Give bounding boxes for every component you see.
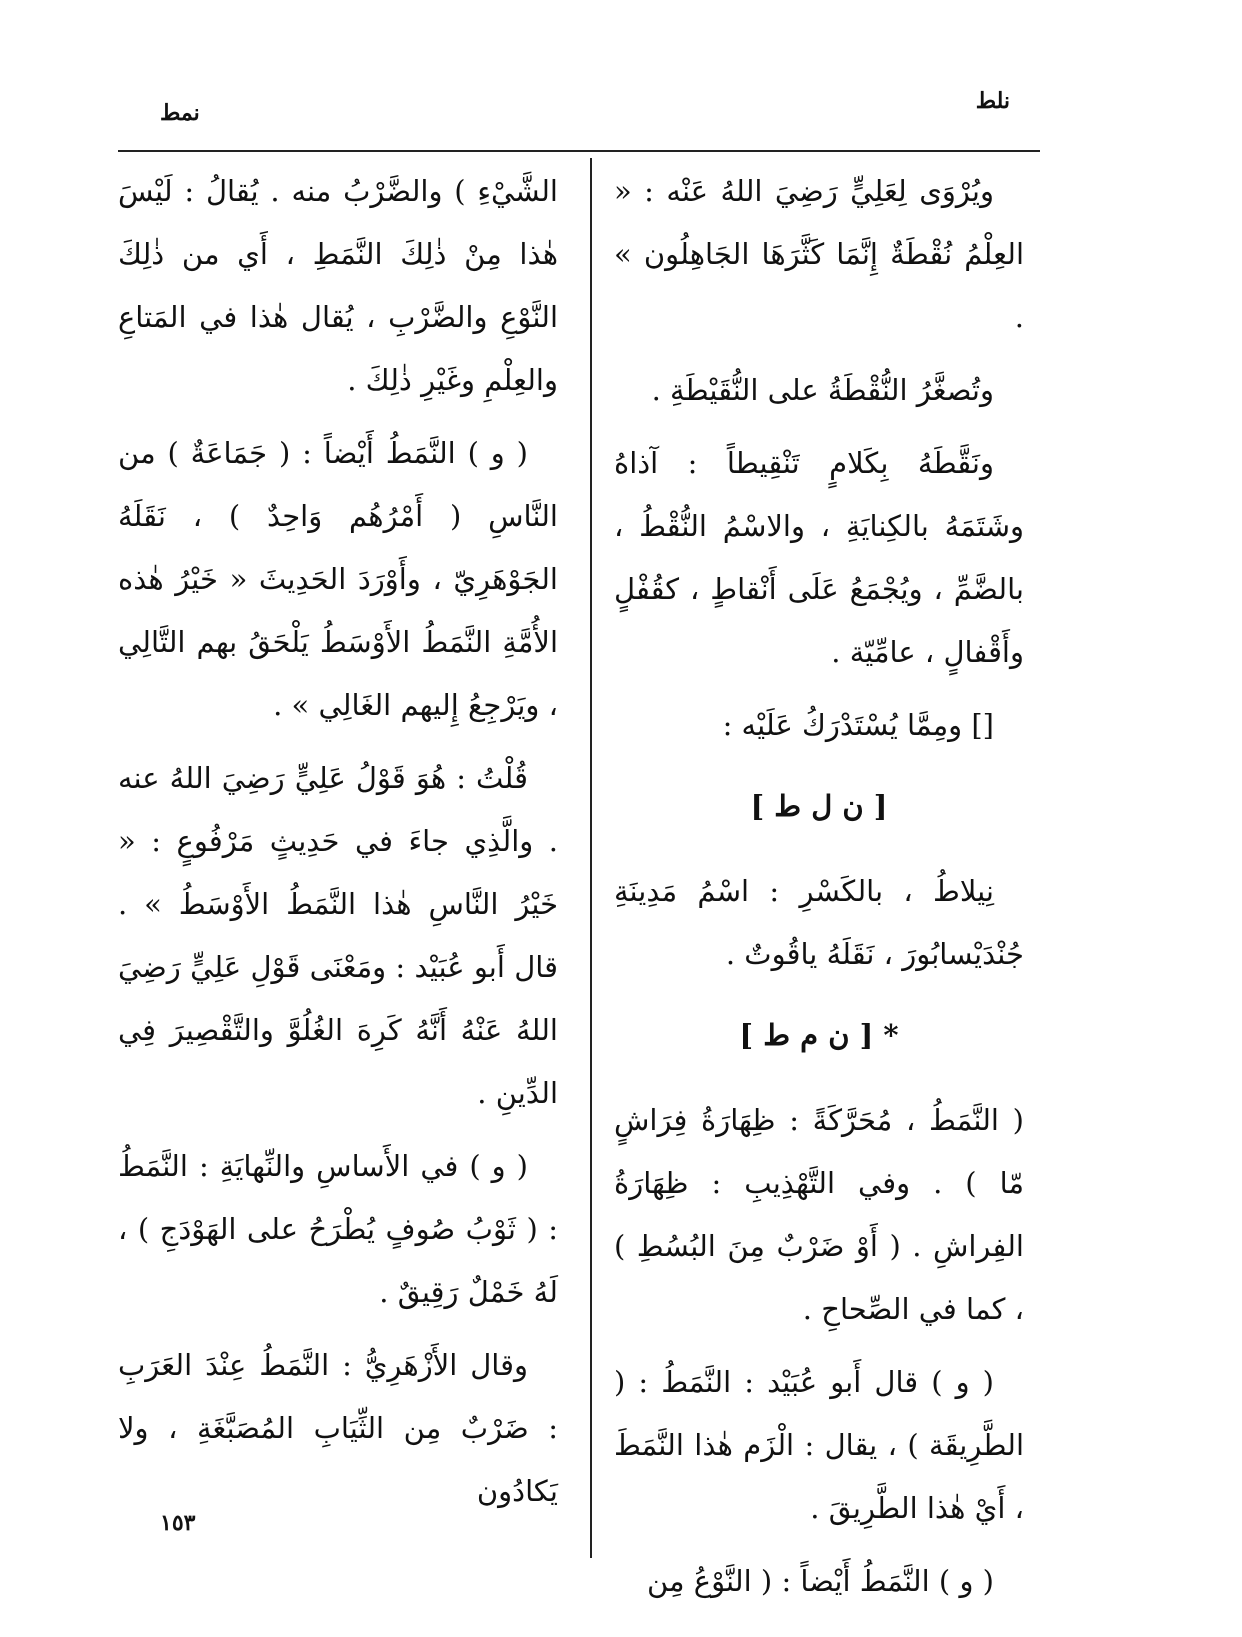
left-paragraph-1: الشَّيْءِ ) والضَّرْبُ منه . يُقالُ : لَيْسَ هٰذا مِنْ ذٰلِكَ النَّمَطِ ، أَي من ذٰلِكَ النَّوْعِ والضَّرْبِ ، يُقال هٰذا في المَتاعِ والعِلْمِ وغَيْرِ ذٰلِكَ . bbox=[118, 174, 558, 397]
header-rule bbox=[118, 150, 1040, 152]
left-column bbox=[118, 160, 558, 1533]
left-paragraph-3: قُلْتُ : هُوَ قَوْلُ عَلِيٍّ رَضِيَ اللهُ عنه . والَّذِي جاءَ في حَدِيثٍ مَرْفُوعٍ : « خَيْرُ النَّاسِ هٰذا النَّمَطُ الأَوْسَطُ » . قال أَبو عُبَيْد : ومَعْنَى قَوْلِ عَلِيٍّ رَضِيَ اللهُ عَنْهُ أَنَّهُ كَرِهَ الغُلُوَّ والتَّقْصِيرَ فِي الدِّينِ . bbox=[118, 761, 558, 1110]
left-paragraph-2: ( و ) النَّمَطُ أَيْضاً : ( جَمَاعَةٌ ) من النَّاسِ ( أَمْرُهُم وَاحِدٌ ) ، نَقَلَهُ الجَوْهَرِيّ ، وأَوْرَدَ الحَدِيثَ « خَيْرُ هٰذه الأُمَّةِ النَّمَطُ الأَوْسَطُ يَلْحَقُ بهم التَّالِي ، ويَرْجِعُ إِليهم الغَالِي » . bbox=[118, 436, 558, 722]
right-paragraph-3: ونَقَّطَهُ بِكَلامٍ تَنْقِيطاً : آذاهُ وشَتَمَهُ بالكِنايَةِ ، والاسْمُ النُّقْطُ ، بالضَّمِّ ، ويُجْمَعُ عَلَى أَنْقاطٍ ، كقُفْلٍ وأَقْفالٍ ، عامِّيّة . bbox=[614, 446, 1024, 669]
entry-nmt-paragraph-2: ( و ) قال أَبو عُبَيْد : النَّمَطُ : ( الطَّرِيقَة ) ، يقال : الْزَم هٰذا النَّمَطَ ، أَيْ هٰذا الطَّرِيقَ . bbox=[614, 1365, 1024, 1525]
right-paragraph-4: [] ومِمَّا يُسْتَدْرَكُ عَلَيْه : bbox=[722, 708, 994, 742]
entry-nlt-text: نِيلاطُ ، بالكَسْرِ : اسْمُ مَدِينَةِ جُنْدَيْسابُورَ ، نَقَلَهُ ياقُوتٌ . bbox=[614, 874, 1024, 971]
entry-nmt-paragraph-1: ( النَّمَطُ ، مُحَرَّكَةً : ظِهَارَةُ فِرَاشٍ مّا ) . وفي التَّهْذِيبِ : ظِهَارَةُ الفِراشِ . ( أَوْ ضَرْبٌ مِنَ البُسُطِ ) ، كما في الصِّحاحِ . bbox=[614, 1103, 1024, 1326]
entry-heading-nlt: [ ن ل ط ] bbox=[750, 789, 888, 823]
entry-heading-nmt: * [ ن م ط ] bbox=[739, 1018, 899, 1052]
header-keyword-right: نلط bbox=[975, 88, 1010, 114]
right-paragraph-2: وتُصغَّرُ النُّقْطَةُ على النُّقَيْطَةِ . bbox=[651, 373, 994, 407]
right-paragraph-1: ويُرْوَى لِعَلِيٍّ رَضِيَ اللهُ عَنْه : « العِلْمُ نُقْطَةٌ إِنَّمَا كَثَّرَهَا الجَاهِلُون » . bbox=[614, 174, 1024, 334]
left-paragraph-5: وقال الأَزْهَرِيُّ : النَّمَطُ عِنْدَ العَرَبِ : ضَرْبٌ مِن الثِّيَابِ المُصَبَّغَةِ ، ولا يَكادُون bbox=[118, 1348, 558, 1508]
header-keyword-left: نمط bbox=[160, 100, 200, 126]
right-column bbox=[614, 160, 1024, 1623]
left-paragraph-4: ( و ) في الأَساسِ والنِّهايَةِ : النَّمَطُ : ( ثَوْبُ صُوفٍ يُطْرَحُ على الهَوْدَجِ ) ، لَهُ خَمْلٌ رَقِيقٌ . bbox=[118, 1149, 558, 1309]
entry-nmt-paragraph-3: ( و ) النَّمَطُ أَيْضاً : ( النَّوْعُ مِن bbox=[646, 1564, 994, 1598]
page-number: ١٥٣ bbox=[160, 1510, 196, 1536]
column-divider bbox=[590, 158, 592, 1558]
